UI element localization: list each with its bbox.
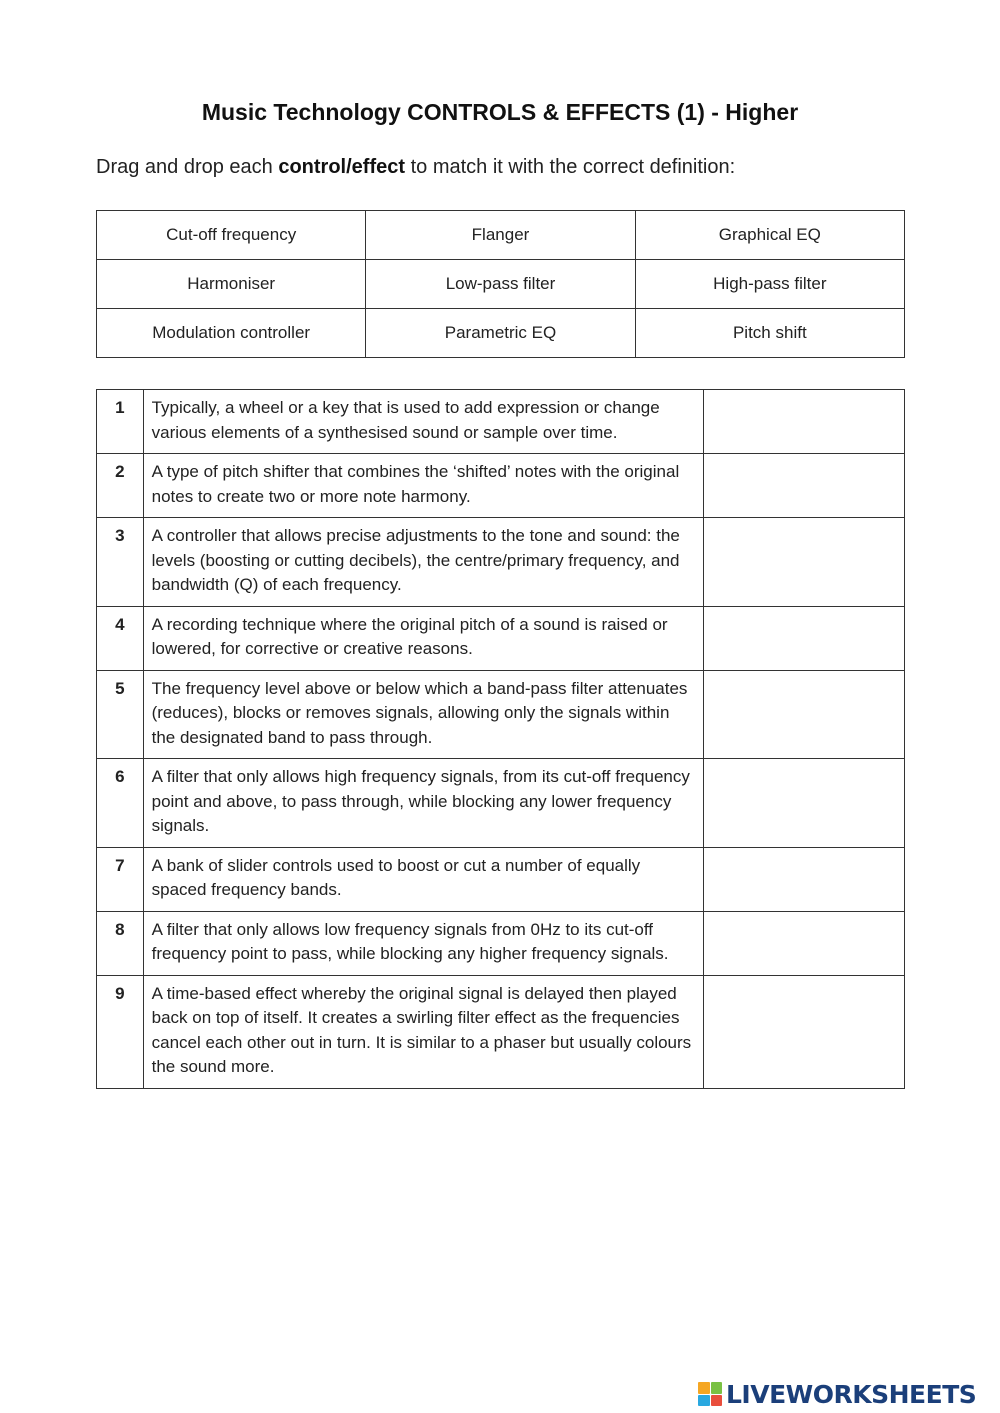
draggable-option[interactable]: Modulation controller: [97, 309, 366, 358]
answer-drop-zone[interactable]: [704, 759, 905, 848]
definition-row: [97, 911, 905, 975]
definition-text: A bank of slider controls used to boost or cut a number of equally spaced frequency bands.: [143, 847, 703, 911]
logo-square: [698, 1382, 710, 1394]
instruction-text-before: Drag and drop each: [96, 156, 279, 178]
answer-drop-zone[interactable]: [704, 390, 905, 454]
definition-row: [97, 847, 905, 911]
answer-drop-zone[interactable]: [704, 670, 905, 759]
definition-number: 3: [97, 518, 144, 607]
draggable-option[interactable]: High-pass filter: [635, 260, 904, 309]
word-bank: [96, 210, 905, 358]
definition-text: A filter that only allows low frequency signals from 0Hz to its cut-off frequency point to pass, while blocking any higher frequency signals.: [143, 911, 703, 975]
definition-row: [97, 454, 905, 518]
draggable-option[interactable]: Harmoniser: [97, 260, 366, 309]
answer-drop-zone[interactable]: [704, 454, 905, 518]
draggable-option[interactable]: Cut-off frequency: [97, 211, 366, 260]
definition-text: A time-based effect whereby the original signal is delayed then played back on top of itself. It creates a swirling filter effect as the frequencies cancel each other out in turn. It is similar to a phaser but usually colours the sound more.: [143, 975, 703, 1088]
word-bank-row: [97, 211, 905, 260]
definitions-table: [96, 389, 905, 1089]
instruction-text-bold: control/effect: [278, 156, 406, 178]
draggable-option[interactable]: Flanger: [366, 211, 635, 260]
word-bank-row: [97, 260, 905, 309]
logo-square: [711, 1395, 723, 1407]
draggable-option[interactable]: Graphical EQ: [635, 211, 904, 260]
definition-text: Typically, a wheel or a key that is used to add expression or change various elements of a synthesised sound or sample over time.: [143, 390, 703, 454]
logo-square: [698, 1395, 710, 1407]
definition-row: [97, 606, 905, 670]
definition-row: [97, 975, 905, 1088]
answer-drop-zone[interactable]: [704, 911, 905, 975]
definition-number: 5: [97, 670, 144, 759]
definition-text: A controller that allows precise adjustments to the tone and sound: the levels (boosting or cutting decibels), the centre/primary frequency, and bandwidth (Q) of each frequency.: [143, 518, 703, 607]
definition-row: [97, 518, 905, 607]
definition-number: 9: [97, 975, 144, 1088]
answer-drop-zone[interactable]: [704, 975, 905, 1088]
definition-text: The frequency level above or below which a band-pass filter attenuates (reduces), blocks or removes signals, allowing only the signals within the designated band to pass through.: [143, 670, 703, 759]
definition-number: 1: [97, 390, 144, 454]
page-title: Music Technology CONTROLS & EFFECTS (1) - Higher: [201, 99, 799, 125]
draggable-option[interactable]: Pitch shift: [635, 309, 904, 358]
definition-number: 4: [97, 606, 144, 670]
word-bank-row: [97, 309, 905, 358]
logo-text: LIVEWORKSHEETS: [726, 1379, 977, 1409]
definition-number: 6: [97, 759, 144, 848]
definition-row: [97, 759, 905, 848]
logo-square: [711, 1382, 723, 1394]
answer-drop-zone[interactable]: [704, 518, 905, 607]
definition-number: 2: [97, 454, 144, 518]
liveworksheets-logo: [698, 1379, 976, 1409]
definition-row: [97, 390, 905, 454]
definition-text: A recording technique where the original pitch of a sound is raised or lowered, for corrective or creative reasons.: [143, 606, 703, 670]
definition-number: 7: [97, 847, 144, 911]
draggable-option[interactable]: Parametric EQ: [366, 309, 635, 358]
definition-text: A filter that only allows high frequency signals, from its cut-off frequency point and above, to pass through, while blocking any lower frequency signals.: [143, 759, 703, 848]
definition-row: [97, 670, 905, 759]
definition-text: A type of pitch shifter that combines the ‘shifted’ notes with the original notes to create two or more note harmony.: [143, 454, 703, 518]
instruction-text-after: to match it with the correct definition:: [405, 156, 736, 178]
liveworksheets-logo-icon: [698, 1382, 722, 1406]
instruction: [96, 156, 735, 179]
answer-drop-zone[interactable]: [704, 847, 905, 911]
definition-number: 8: [97, 911, 144, 975]
draggable-option[interactable]: Low-pass filter: [366, 260, 635, 309]
answer-drop-zone[interactable]: [704, 606, 905, 670]
